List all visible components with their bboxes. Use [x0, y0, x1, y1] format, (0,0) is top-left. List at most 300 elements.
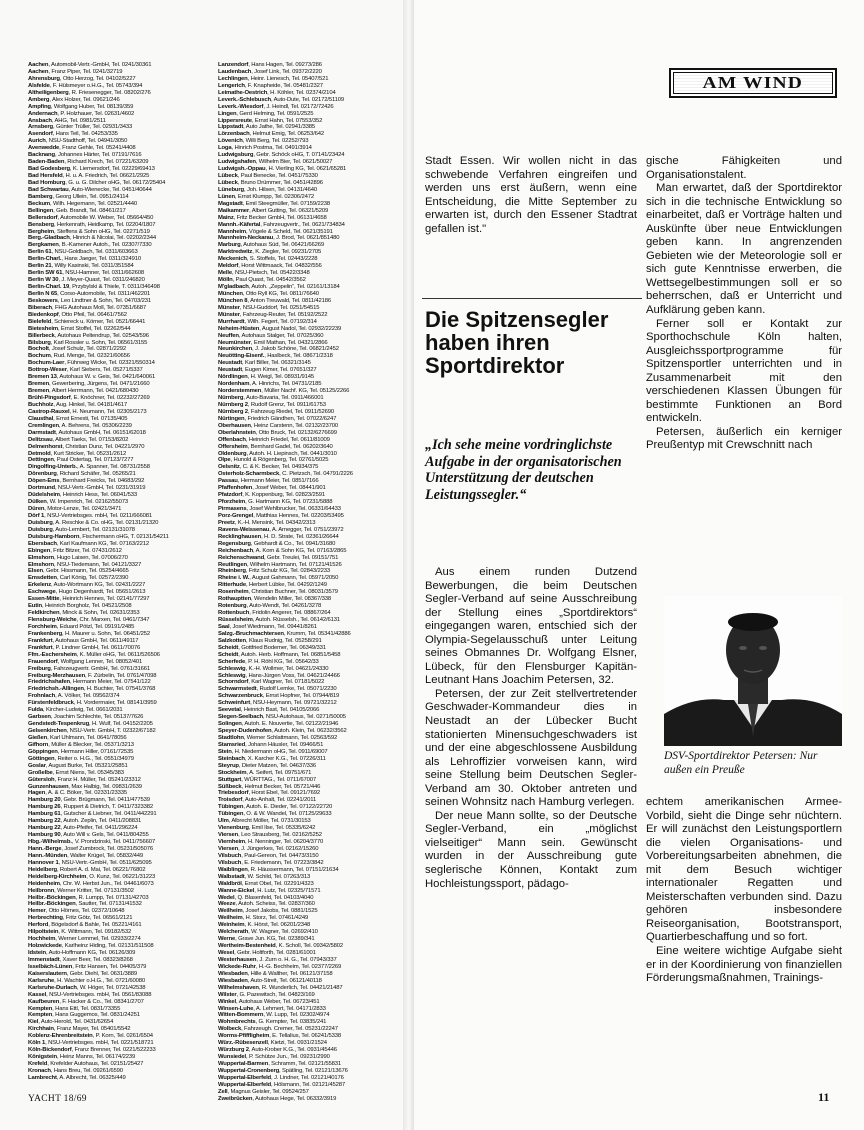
directory-entry: Reichenschwand, Gebr. Treulei, Tel. 09151/751	[218, 554, 339, 561]
directory-entry: Ritterhude, Herbert Lübke, Tel. 04292/1249	[218, 582, 327, 589]
directory-column-1	[28, 62, 218, 1082]
directory-entry: Neheim-Hüsten, August Nadol, Tel. 02932/22239	[218, 325, 342, 332]
directory-entry: Kirchhain, Franz Mayer, Tel. 05401/5542	[28, 1026, 131, 1033]
directory-entry: Dingolfing-Unterb., A. Spanner, Tel. 08731/2558	[28, 464, 150, 471]
magazine-footer: YACHT 18/69	[28, 1094, 87, 1104]
directory-entry: Ravens-Weissenau, A. Arnegger, Tel. 0751/23972	[218, 526, 344, 533]
directory-entry: Neumünster, Emil Mathan, Tel. 04321/2866	[218, 339, 328, 346]
directory-entry: Winsen-Luhe, A. Lehmert, Tel. 04171/2833	[218, 1005, 326, 1012]
directory-entry: Schleswig, Hans-Jürgen Voss, Tel. 04621/24466	[218, 672, 340, 679]
directory-entry: München 8, Anton Treuwald, Tel. 0811/42186	[218, 297, 332, 304]
directory-entry: Wesel, Gebr. Holtforth, Tel. 0281/61001	[218, 950, 316, 956]
directory-entry: Würz.-Rübesenzell, Kietzi, Tel. 0931/21524	[218, 1040, 327, 1047]
directory-entry: Friedrichsh.-Allingen, H. Buchter, Tel. 07541/3768	[28, 686, 156, 693]
directory-entry: Kronach, Hans Breu, Tel. 09261/6590	[28, 1067, 123, 1074]
directory-entry: Weinheim, K. Hörst, Tel. 06201/2348	[218, 922, 311, 929]
directory-entry: Lechlingen, Heinr. Lienesch, Tel. 05407/521	[218, 75, 329, 82]
directory-entry: Leverk.-Wiesdorf, J. Heindl, Tel. 02172/72426	[218, 103, 334, 110]
directory-entry: Berlin 21, Willy Kasinski, Tel. 0311/351584	[28, 263, 134, 270]
directory-entry: Königstein, Heinz Manns, Tel. 06174/2239	[28, 1054, 136, 1061]
directory-entry: Dortmund, NSU-Vertr.-GmbH, Tel. 0231/31919	[28, 485, 146, 492]
directory-entry: Herbrechting, Fritz Götz, Tel. 06561/2121	[28, 915, 133, 922]
directory-entry: Elmshorn, NSU-Tiedemann, Tel. 04121/3327	[28, 561, 142, 568]
directory-entry: Karlsruhe-Durlach, W. Höger, Tel. 0721/42538	[28, 984, 146, 991]
directory-entry: Hbg.-Wilhelmsb., V. Prondzinski, Tel. 0411/756607	[28, 839, 156, 845]
directory-entry: Düdelsheim, Heinrich Hess, Tel. 06041/533	[28, 492, 137, 499]
directory-entry: Lingen, Gerd Helming, Tel. 0591/2525	[218, 110, 314, 117]
directory-entry: Biedenkopf, Otto Pfeil, Tel. 06461/7562	[28, 311, 127, 318]
directory-entry: Billerbeck, Autohaus Peltendrup, Tel. 02543/596	[28, 332, 149, 339]
directory-entry: Göppingen, Hermann Hiller, 07161/72535	[28, 748, 134, 755]
directory-entry: Wiesbaden, Auto-Streit, Tel. 06121/40118	[218, 977, 322, 984]
article-column-b-top	[646, 155, 842, 453]
directory-entry: Fürstenfeldbruck, H. Vorderrnaier, Tel. 08141/3959	[28, 700, 157, 707]
directory-entry: Kaufbeuren, F. Hacker & Co., Tel. 08341/2707	[28, 998, 144, 1005]
directory-entry: Detmold, Kurt Stricker, Tel. 05231/2612	[28, 450, 127, 457]
directory-entry: Leverk.-Schlebusch, Auto-Dute, Tel. 02172/51109	[218, 96, 345, 103]
directory-entry: Rottenbuch, Fridolin Angerer, Tel. 08867/264	[218, 610, 331, 617]
directory-entry: Krefeld, Krefelder Autohaus, Tel. 02151/25427	[28, 1061, 144, 1067]
directory-entry: Wolbeck, Fahrzeugh. Cremer, Tel. 05231/22247	[218, 1026, 338, 1033]
directory-entry: Garbsen, Joachim Schlechte, Tel. 05137/7626	[28, 714, 144, 721]
directory-entry: Bergheim, Steffens & Sohn oHG, Tel. 02271/519	[28, 228, 150, 235]
paragraph: Petersen, äußerlich ein kerniger Preußentyp mit Crewschnitt nach	[646, 425, 842, 452]
directory-entry: Koblenz-Ehrenbreitstein, P. Korn, Tel. 0261/6504	[28, 1033, 153, 1040]
directory-entry: Bremen 13, Autohaus W. v. Geis, Tel. 0421/640061	[28, 374, 156, 381]
directory-entry: München, Otto Ryll KG, Tel. 0811/76640	[218, 290, 319, 297]
directory-entry: Viernheim, H. Nenninger, Tel. 06204/3770	[218, 839, 324, 845]
article-column-a	[425, 566, 637, 891]
directory-entry: Eschwege, Hugo Degenhardt, Tel. 05651/2613	[28, 589, 146, 596]
directory-entry: Heilbr.-Böckingen, R. Lumpp, Tel. 07131/42703	[28, 894, 149, 901]
directory-entry: Gütersloh, Franz H. Müller, Tel. 05241/23312	[28, 776, 141, 783]
directory-entry: Gifhorn, Müller & Blecker, Tel. 05371/3213	[28, 741, 134, 748]
directory-entry: Lübeck, Bruno Drümmer, Tel. 0451/42896	[218, 179, 323, 186]
directory-entry: Pfatzdorf, K. Koppenburg, Tel. 02823/2591	[218, 492, 326, 499]
intro-paragraph: Stadt Essen. Wir wollen nicht in das schwebende Verfahren eingreifen und werden uns erst äußern, wenn eine Entscheidung, die Mitte September zu erwarten ist, durch den Essener Stadtrat gefallen ist."	[425, 155, 637, 235]
directory-entry: Osterholz-Scharmbeck, C. Pietzsch, Tel. 04791/2226	[218, 471, 353, 478]
directory-entry: Emsdetten, Carl König, Tel. 02572/2390	[28, 575, 129, 582]
directory-entry: Meldorf, Horst Wittmaack, Tel. 04832/556	[218, 263, 322, 270]
directory-entry: Steinbach, X. Karcher K.G., Tel. 07226/311	[218, 755, 326, 762]
article-headline: Die Spitzensegler haben ihren Sportdirektor	[425, 307, 609, 378]
directory-entry: Hamburg 22, Autoh. Zeplin, Tel. 0411/208831	[28, 818, 142, 825]
directory-entry: Bochum, Rud. Menge, Tel. 02321/60656	[28, 353, 130, 360]
directory-entry: Bocholt, Josef Schulz, Tel. 02871/2292	[28, 346, 126, 353]
directory-entry: Arnsberg, Günter Trüller, Tel. 02931/3433	[28, 124, 133, 131]
directory-entry: Frankfurt, Autohaus GmbH, Tel. 0611/49117	[28, 637, 139, 644]
directory-entry: Schwarzenbruck, Ernst Hopfner, Tel. 07944/819	[218, 693, 340, 700]
directory-entry: Ulm, Albrecht Möller, Tel. 0731/30153	[218, 818, 311, 825]
directory-entry: Nordenham, A. Hinrichs, Tel. 04731/2185	[218, 381, 322, 388]
directory-entry: Essen-Mitte, Heinrich Hennes, Tel. 02141/77297	[28, 596, 150, 603]
directory-entry: Neustadt, Eugen Kimer, Tel. 07651/327	[218, 367, 317, 374]
directory-entry: Meckenich, S. Stoffels, Tel. 02443/2228	[218, 256, 318, 263]
directory-entry: Hamburg 22, Auto-Pfeifer, Tel. 0411/296224	[28, 825, 138, 832]
directory-entry: Duisburg, A. Reschke & Co. oHG, Tel. 02131/21320	[28, 519, 159, 526]
directory-entry: Hamburg 20, Gebr. Brügmann, Tel. 0411/477539	[28, 797, 150, 804]
directory-entry: Bielefeld, Schiereck u. Körner, Tel. 0521/66441	[28, 318, 146, 325]
directory-entry: Passau, Hermann Meier, Tel. 0851/7166	[218, 478, 319, 485]
directory-entry: Walbstadt, W. Schild, Tel. 07263/313	[218, 873, 311, 880]
directory-entry: Berlin N 65, Corso-Automobile, Tel. 0311/462201	[28, 290, 151, 297]
directory-entry: Dülken, W. Impenrich, Tel. 02162/55073	[28, 499, 128, 506]
page-number: 11	[818, 1090, 830, 1104]
directory-entry: Laudenbach, Josef Link, Tel. 09372/2220	[218, 68, 322, 75]
directory-entry: Schleswig, K.-H. Wollmer, Tel. 04621/24330	[218, 665, 329, 672]
directory-entry: Nürnberg 2, Fahrzeug Riedel, Tel. 0911/52690	[218, 408, 334, 415]
directory-entry: Ludwigsburg, Gebr. Schöck oHG, T. 07141/23424	[218, 152, 345, 159]
directory-entry: Nördlingen, H. Weigl, Tel. 08931/9145	[218, 374, 315, 381]
directory-entry: Rheinberg, Fritz Schulz KG, Tel. 02843/2233	[218, 568, 330, 575]
directory-entry: Neustadt, Karl Biller, Tel. 06321/3145	[218, 360, 311, 367]
directory-entry: Salzkotten, Klaus Rudnig, Tel. 05258/291	[218, 637, 322, 644]
directory-entry: Lörzenbach, Helmut Emig, Tel. 06253/642	[218, 131, 325, 138]
directory-entry: Holzwickede, Karlheinz Hiding, Tel. 02131/511508	[28, 943, 154, 950]
directory-entry: Süßbeck, Helmut Becker, Tel. 05721/446	[218, 783, 321, 790]
directory-entry: Zell, Magnus Geisler, Tel. 09524/257	[218, 1088, 309, 1095]
directory-entry: Elsen, Gebr. Hissmann, Tel. 05254/4665	[28, 568, 129, 575]
directory-entry: Zweibrücken, Autohaus Hege, Tel. 06332/3919	[218, 1095, 337, 1102]
directory-entry: Oldenburg, Autoh. H. Liepinsch, Tel. 0441/3010	[218, 450, 337, 457]
directory-entry: Karlsruhe, H. Wachter o.H.G., Tel. 0721/60080	[28, 977, 146, 984]
directory-entry: Bensberg, Herkenrath, Heidkamp, Tel. 02204/1807	[28, 221, 156, 228]
directory-entry: Stamsried, Johann Häusler, Tel. 09466/51	[218, 741, 324, 748]
directory-entry: Vienenburg, Emil Ilse, Tel. 05335/6242	[218, 825, 316, 832]
directory-entry: Avenwedde, Franz Gehle, Tel. 05241/4408	[28, 145, 136, 152]
directory-entry: Kaiserslautern, Gebr. Diehl, Tel. 0631/3889	[28, 970, 138, 977]
directory-entry: Bremen, Gewerbering, Jürgens, Tel. 0471/21660	[28, 381, 150, 388]
directory-entry: Beckum, Wilh. Hegemann, Tel. 02521/4440	[28, 200, 137, 207]
directory-entry: Bietesheim, Ernst Stoffel, Tel. 02262/544	[28, 325, 131, 332]
directory-entry: Gelsenkirchen, NSU-Vertr. GmbH, T. 02322/67182	[28, 728, 156, 734]
directory-entry: Pirmasens, Josef Wehlbrucker, Tel. 06331/64433	[218, 506, 341, 512]
directory-entry: Schwarmstedt, Rudolf Lemke, Tel. 05071/2230	[218, 686, 337, 693]
paragraph: Eine weitere wichtige Aufgabe sieht er in der Koordinierung von finanziellen Förderungsmaßnahmen, Trainings-	[646, 945, 842, 985]
directory-entry: Baden-Baden, Richard Krech, Tel. 07221/63209	[28, 159, 149, 166]
directory-entry: Köln-Bickendorf, Franz Brenner, Tel. 0221/522233	[28, 1047, 156, 1054]
directory-entry: Recklinghausen, H. D. Strate, Tel. 02361/26644	[218, 533, 339, 540]
directory-entry: Oberlahnstein, Otto Bruck, Tel. 02132/6276699	[218, 429, 337, 436]
directory-entry: Immenstadt, Xaver Beer, Tel. 08323/8268	[28, 956, 133, 963]
directory-entry: Lübeck, Paul Benecke, Tel. 0451/75330	[218, 173, 318, 179]
directory-entry: Schweinfurt, NSU-Heymann, Tel. 09721/32212	[218, 700, 337, 707]
directory-entry: Ffm.-Eschersheim, K. Müller oHG, Tel. 0611/526506	[28, 651, 160, 658]
directory-entry: Wunsiedel, P. Schütze Jun., Tel. 09231/2990	[218, 1054, 330, 1061]
directory-entry: Marburg, Autohaus Süd, Tel. 06421/66269	[218, 242, 325, 249]
directory-entry: Melle, NSU-Pietsch, Tel. 05422/3348	[218, 270, 310, 277]
paragraph: Ferner soll er Kontakt zur Sporthochschule Köln halten, Ausgleichssportprogramme für Spitzensportler unterrichten und in Zusammenarbeit mit den verschiedenen Klassen Übungen für bestimmte Funktionen an Bord entwickeln.	[646, 317, 842, 425]
directory-entry: Biberach, FHG Autohaus Moll, Tel. 07351/6687	[28, 304, 147, 311]
directory-entry: Tübingen, Autoh. E. Dieder, Tel. 07122/22720	[218, 804, 333, 811]
directory-entry: Ebingen, Fritz Bitzer, Tel. 07431/2612	[28, 547, 122, 554]
directory-entry: Olpe, Hunold & Rögenberg, Tel. 02761/5025	[218, 457, 329, 464]
directory-entry: Viersen, Leo Strausberg, Tel. 02162/5252	[218, 832, 322, 839]
directory-entry: Preetz, K.-H. Mensink, Tel. 04342/2313	[218, 519, 316, 526]
directory-entry: Castrop-Rauxel, H. Neumann, Tel. 02305/2173	[28, 408, 147, 415]
directory-entry: Waiblingen, R. Häussermann, Tel. 07151/21634	[218, 866, 339, 873]
directory-entry: Stockheim, A. Seifert, Tel. 09751/671	[218, 769, 312, 776]
directory-entry: Herford, Bögelsdorf & Bahle, Tel. 05221/4161	[28, 922, 142, 929]
directory-entry: Kempten, Hans Guggemos, Tel. 0831/24251	[28, 1012, 140, 1019]
directory-entry: Lippstadt, Auto Jathe, Tel. 02941/3385	[218, 124, 316, 131]
directory-entry: Hamburg 61, Gutscher & Liebner, Tel. 0411/442291	[28, 811, 157, 818]
directory-entry: Hann.-Berge, Josef Zumbrock, Tel. 05231/505076	[28, 845, 153, 852]
directory-entry: Mannh.-Käfertal, Fahrzeugvertr., Tel. 0621/734834	[218, 221, 345, 228]
directory-entry: Winkel, Autohaus Weber, Tel. 06723/451	[218, 998, 320, 1005]
directory-entry: Stadtlohn, Werner Schlattmann, Tel. 02563/592	[218, 734, 338, 741]
directory-entry: Vilsbuch, E. Friedemann, Tel. 07223/3842	[218, 859, 324, 866]
directory-entry: M'gladbach, Autoh. „Zeppelin“, Tel. 02161/13184	[218, 284, 340, 290]
directory-entry: Seevetal, Heinrich Bast, Tel. 04105/2066	[218, 707, 320, 714]
directory-entry: Wickede-Ruhr, H.-G. Bechheim, Tel. 02377/2269	[218, 963, 342, 970]
paragraph: gische Fähigkeiten und Organisationstalent.	[646, 155, 842, 181]
directory-entry: Hamburg 26, Ruppert & Dietrich, T. 0411/7323382	[28, 804, 154, 811]
directory-entry: Mölln, Paul Quast, Tel. 04542/3562	[218, 277, 306, 284]
directory-entry: Ahrensburg, Otto Herzog, Tel. 04102/5227	[28, 75, 136, 82]
directory-entry: Döpen-Ems, Bernhard Freicks, Tel. 04683/292	[28, 478, 145, 485]
logo-text: AM WIND	[702, 73, 804, 92]
directory-entry: Wuppertal-Barmen, Schramm, Tel. 02121/55831	[218, 1061, 341, 1067]
directory-entry: Backnang, Johannes Härter, Tel. 07191/7616	[28, 152, 142, 159]
directory-entry: Dettingen, Paul Ostertag, Tel. 07123/7277	[28, 457, 134, 464]
directory-entry: Oberhausen, Heinz Carstenn, Tel. 02132/23700	[218, 422, 339, 429]
directory-entry: Berlin-Charl. 19, Przybylski & Thiele, T. 0311/346498	[28, 284, 160, 290]
directory-entry: Weeze, Autoh. Scheiss, Tel. 02837/360	[218, 901, 315, 908]
directory-entry: Flensburg-Weiche, Chr. Marxen, Tel. 0461/7347	[28, 617, 150, 623]
directory-entry: Lünen, Ernst Klumpp, Tel. 02306/2472	[218, 193, 314, 200]
paragraph: Petersen, der zur Zeit stellvertretender Geschwader-Kommandeur dies in Neustadt an der Lübecker Bucht stationierten Minensuchgeschwaders ist und der eine abgeschlossene Ausbildung als Lehroffizier vorweisen kann, wird seine Stellung beim Deutschen Segler-Verband am 30. Oktober antreten und seinen Wohnsitz nach Hamburg verlegen.	[425, 687, 637, 809]
directory-entry: Münster, Fahrzeug-Reuter, Tel. 05192/2522	[218, 311, 328, 318]
directory-entry: Offersheim, Bernhard Gadel, Tel. 06202/3640	[218, 443, 333, 450]
directory-entry: Steyrup, Dieter Matzen, Tel. 04637/336	[218, 762, 316, 769]
article-lead: „Ich sehe meine vordringlichste Aufgabe in der organisatorischen Unterstützung der deutschen Leistungssegler.“	[425, 437, 622, 503]
directory-entry: Münster, NSU-Guddorf, Tel. 0251/54515	[218, 304, 320, 311]
directory-entry: Bilsburg, Karl Rossler u. Sohn, Tel. 06561/3155	[28, 339, 148, 346]
directory-entry: Eutin, Heinrich Borgholz, Tel. 04521/2508	[28, 603, 132, 610]
directory-entry: Wilster, G. Pazewitsch, Tel. 04823/169	[218, 991, 315, 998]
directory-entry: Cremlingen, A. Behrens, Tel. 05306/2239	[28, 422, 132, 429]
directory-entry: Scheidt, Autoh. Herb. Hoffmann, Tel. 06851/5458	[218, 651, 341, 658]
directory-entry: Bamberg, Georg Ullein, Tel. 0951/24114	[28, 193, 129, 200]
directory-entry: Heidelberg, Robert A. d. Mai, Tel. 06221/76802	[28, 866, 146, 873]
directory-entry: Lambrecht, A. Albrecht, Tel. 06325/449	[28, 1074, 126, 1081]
directory-entry: Pforzheim, G. Hartmann KG, Tel. 07231/5888	[218, 499, 333, 506]
directory-entry: Köln 1, NSU-Vertriebsges. mbH, Tel. 0221/518721	[28, 1040, 154, 1047]
directory-entry: Kempten, Hans Ettl, Tel. 0831/73355	[28, 1005, 121, 1012]
intro-text	[425, 155, 637, 236]
directory-entry: Wohmbrechts, G. Kempter, Tel. 03835/241	[218, 1019, 327, 1026]
directory-entry: Heidenheim, Chr. W. Herbst Jun., Tel. 04461/6073	[28, 880, 154, 887]
directory-entry: Asendorf, Hans Teil, Tel. 04253/335	[28, 131, 118, 138]
directory-entry: Duisburg-Hamborn, Fischermann oHG, T. 02131/54211	[28, 533, 169, 540]
directory-entry: Stein, H. Niedermann oHG, Tel. 0911/69007	[218, 748, 328, 755]
directory-entry: Delitzsau, Albert Taeks, Tel. 07153/8202	[28, 436, 129, 443]
directory-entry: Aurich, NSU-Stadthoff, Tel. 04941/3050	[28, 138, 128, 145]
directory-entry: Neunkirchen, J. Jakob Schöne, Tel. 06821/2452	[218, 346, 339, 353]
directory-entry: Altheiligenberg, R. Friesenegger, Tel. 08202/276	[28, 89, 151, 96]
directory-entry: Mannheim-Neckarau, J. Brod, Tel. 0621/851480	[218, 235, 340, 242]
directory-entry: Clausthal, Ernst Ernesti, Tel. 07135/405	[28, 415, 128, 422]
directory-entry: Bellersdorf, Automobile W. Weber, Tel. 05664/450	[28, 214, 154, 221]
directory-entry: Solingen, Autoh. E. Nouvertie, Tel. 02122/21946	[218, 721, 339, 728]
directory-entry: Amberg, Alex Holzer, Tel. 09621/246	[28, 96, 120, 103]
directory-entry: Nürnberg 2, Rudolf Grenz, Tel. 0911/61753	[218, 401, 326, 408]
portrait-image	[664, 596, 842, 746]
directory-entry: Bochum-Laer, Führweg Wicke, Tel. 02321/550314	[28, 360, 155, 367]
directory-entry: Hannover 1, NSU-Vertr.-GmbH, Tel. 0511/625095	[28, 859, 152, 866]
directory-entry: Westerhausen, J. Zurn o. H. G., Tel. 07943/337	[218, 956, 337, 963]
directory-entry: Werne, Grave Jun. KG, Tel. 02389/341	[218, 936, 315, 943]
directory-entry: Hagen, A. & C. Böker, Tel. 02331/23335	[28, 790, 127, 797]
directory-entry: Bottrop-Weser, Karl Siebers, Tel. 05271/5337	[28, 367, 143, 374]
directory-entry: Berlin 61, NSU-Goldbach, Tel. 0311/603663	[28, 249, 138, 256]
directory-column-2	[218, 62, 400, 1103]
dealer-directory-page	[0, 0, 406, 1130]
directory-entry: Oelsnitz, C. & K. Becker, Tel. 04934/375	[218, 464, 319, 471]
directory-entry: Frankfurt, P. Lindner GmbH, Tel. 0611/70076	[28, 644, 141, 651]
article-column-b-bottom	[646, 796, 842, 986]
directory-entry: Idstein, Auto-Hoffmann KG, Tel. 06126/309	[28, 950, 136, 956]
directory-entry: Neuffen, Autohaus Stalger, Tel. 07025/360	[218, 332, 324, 339]
directory-entry: Heilbronn, Werner Kritter, Tel. 07131/3502	[28, 887, 134, 894]
column-logo	[669, 68, 837, 98]
directory-entry: Offenbach, Heinrich Friedel, Tel. 0611/81009	[218, 436, 330, 443]
directory-entry: Alsfelde, F. Hülsmeyer o.H.G., Tel. 05743/394	[28, 82, 143, 89]
directory-entry: Andernach, P. Holzhauer, Tel. 02631/4602	[28, 110, 135, 117]
directory-entry: Murrhardt, Wilh. Fegert, Tel. 07192/314	[218, 318, 317, 325]
directory-entry: Gendstedt-Tespenkrug, H. Wulf, Tel. 04152/2205	[28, 721, 153, 728]
directory-entry: Hamburg 90, Auto Will v. Gels, Tel. 0411/804255	[28, 832, 149, 839]
directory-entry: Reutlingen, Wilhelm Hartmann, Tel. 07121/41526	[218, 561, 342, 568]
directory-entry: Scheidt, Gottfried Bodemer, Tel. 06349/331	[218, 644, 326, 651]
directory-entry: Wanne-Eickel, H. Lutz, Tel. 02325/71571	[218, 887, 321, 894]
directory-entry: Frohnlach, A. Völker, Tel. 09562/374	[28, 693, 120, 700]
directory-entry: Hemer, Otto Hörnes, Tel. 02372/10648	[28, 908, 125, 915]
directory-entry: Ludwigshafen, Wilhelm Bier, Tel. 0621/50027	[218, 159, 333, 166]
directory-entry: Bad Godesberg, K. Liemersdorf, Tel. 02229/69413	[28, 166, 155, 173]
directory-entry: Siegen-Seelbach, NSU-Autohaus, Tel. 0271/50005	[218, 714, 346, 721]
directory-entry: Mannheim, Vögele & Scheld, Tel. 0621/35191	[218, 228, 333, 235]
directory-entry: Fulda, Kircher-Ludwig, Tel. 0661/2031	[28, 707, 123, 714]
directory-entry: Rothauptten, Wendelin Miller, Tel. 08367/338	[218, 596, 332, 603]
directory-entry: Rheine i. W., August Gahmann, Tel. 05971/2050	[218, 575, 339, 582]
paragraph: Aus einem runden Dutzend Bewerbungen, die beim Deutschen Segler-Verband auf seine Ausschreibung der Stellung eines „Sportdirektors“ eingegangen waren, entschied sich der Olympia-Segelausschuß unter Leitung seines Obmannes Dr. Wolfgang Elsner, Lübeck, für den Flensburger Kapitän-Leutnant Hans Joachim Petersen, 32.	[425, 566, 637, 687]
directory-entry: Buchholz, Aug. Hinkel, Tel. 04181/4617	[28, 401, 127, 408]
directory-entry: Kiel, Auto-Herold, Tel. 0431/62654	[28, 1019, 114, 1026]
directory-entry: Schorndorf, Karl Wagner, Tel. 07181/5022	[218, 679, 325, 686]
directory-entry: Triebesdorf, Horst Ebel, Tel. 09121/7692	[218, 790, 320, 797]
directory-entry: Lüneburg, Joh. Hilsen, Tel. 04131/4640	[218, 186, 317, 193]
directory-entry: Berlin W 30, J. Meyer-Quast, Tel. 0311/246820	[28, 277, 145, 284]
directory-entry: Bellingen, Geb. Brandt, Tel. 08461/217	[28, 207, 126, 214]
directory-entry: Ampfing, Wolfgang Huber, Tel. 08139/359	[28, 103, 134, 110]
directory-entry: Neuötting-Eisenf., Haslbeck, Tel. 08671/2318	[218, 353, 333, 360]
directory-entry: Freiburg-Merzhausen, F. Zürbelin, Tel. 0761/47098	[28, 672, 157, 679]
directory-entry: Witten-Bommern, W. Lupp, Tel. 02302/4974	[218, 1012, 330, 1019]
directory-entry: Salzg.-Bruchmachtersen, Krumm, Tel. 05341/42886	[218, 630, 351, 637]
directory-entry: Gunzenhausen, Max Halbig, Tel. 09831/2639	[28, 783, 142, 790]
directory-entry: Scherfede, P. H. Röhl KG, Tel. 05642/33	[218, 658, 319, 665]
directory-entry: Troisdorf, Auto-Anhalt, Tel. 02241/2011	[218, 797, 317, 804]
directory-entry: Ebersbach, Karl Kaufmann KG, Tel. 07163/2212	[28, 540, 150, 547]
directory-entry: Isselbäch-Lünen, Fritz Hansen, Tel. 04405/379	[28, 963, 147, 970]
directory-entry: Wedel, Q. Blasenfeld, Tel. 04103/4040	[218, 894, 314, 901]
directory-entry: Norderstemmen, Müller Nachf. KG, Tel. 05125/2266	[218, 388, 350, 395]
directory-entry: Rotenburg, Auto-Wendt, Tel. 04261/3278	[218, 603, 322, 610]
directory-entry: Goslar, August Burke, Tel. 05321/25851	[28, 762, 128, 769]
directory-entry: Gießen, Karl Uhlmann, Tel. 0641/78056	[28, 734, 127, 741]
directory-entry: Delmenhorst, Christian Dunz, Tel. 04221/2970	[28, 443, 145, 450]
directory-entry: Lengerich, F. Knapheide, Tel. 05481/2327	[218, 82, 323, 89]
directory-entry: Wilhelmshaven, R. Wunderlich, Tel. 04421/21487	[218, 984, 343, 991]
directory-entry: Reichenbach, A. Korn & Sohn KG, Tel. 07163/2865	[218, 547, 347, 554]
directory-entry: Worms-Pfiffligheim, E. Tellalius, Tel. 06241/5338	[218, 1033, 341, 1040]
directory-entry: Heilbr.-Böckingen, Sautter, Tel. 07131/41532	[28, 901, 142, 908]
directory-entry: Lövenich, Willi Berg, Tel. 02252/793	[218, 138, 309, 145]
directory-entry: Viersen, J. Jüngerkes, Tel. 02162/15260	[218, 845, 319, 852]
directory-entry: Beskowers, Leo Lindtner & Sohn, Tel. 04703/231	[28, 297, 152, 304]
directory-entry: Wiesbaden, Hille & Walther, Tel. 06121/37158	[218, 970, 333, 977]
directory-entry: Frankenberg, H. Maurer u. Sohn, Tel. 06451/252	[28, 630, 150, 637]
directory-entry: Darmstadt, Autohaus GmbH, Tel. 06151/62018	[28, 429, 146, 436]
directory-entry: Bremen, Albert Herrmann, Tel. 0421/680430	[28, 388, 139, 395]
directory-entry: Mainz, Fritz Becker GmbH, Tel. 06131/4658	[218, 214, 327, 221]
directory-entry: Waldbröl, Ernst Obel, Tel. 02291/4323	[218, 880, 314, 887]
directory-entry: Kassel, NSU-Vertriebsges. mbH, Tel. 0561/83088	[28, 991, 152, 998]
paragraph: Der neue Mann sollte, so der Deutsche Segler-Verband, ein „möglichst vielseitiger“ Mann sein. Gewünscht wurden in der Ausschreibung gute seglerische Können, Kontakt zum Hochleistungssport, pädago-	[425, 809, 637, 890]
headline-top-rule	[422, 298, 642, 299]
directory-entry: Hann.-Münden, Walter Krügel, Tel. 05832/449	[28, 852, 144, 859]
directory-entry: Erkelenz, Auto-Wortmann KG, Tel. 02431/2227	[28, 582, 146, 589]
directory-entry: Weilheim, Josef Jakobs, Tel. 0881/1525	[218, 908, 318, 915]
directory-entry: Nürtingen, Friedrich Gändhen, Tel. 07022/6247	[218, 415, 337, 422]
directory-entry: Regensburg, Gebhardt & Co., Tel. 0941/31680	[218, 540, 336, 547]
logo-banner	[673, 72, 833, 94]
directory-entry: Dörenburg, Richard Schäfer, Tel. 05265/21	[28, 471, 136, 478]
directory-entry: Frauendorf, Wolfgang Lenner, Tel. 08052/401	[28, 658, 143, 665]
directory-entry: Rüsselsheim, Autoh. Rüsselsh., Tel. 06142/6131	[218, 617, 341, 623]
directory-entry: Großelbe, Ernst Niens, Tel. 05345/383	[28, 769, 124, 776]
directory-entry: Pfaffenhofen, Josef Weber, Tel. 08441/901	[218, 485, 326, 492]
paragraph: Man erwartet, daß der Sportdirektor sich in die technische Entwicklung so einarbeitet, daß er Vorträge halten und Auskünfte über neue Entwicklungen geben kann. In angrenzenden Gebieten wie der Meteorologie soll er sich gute Kenntnisse erwerben, die Wettsegelbestimmungen soll er so beherrschen, daß er Unterricht und Aufklärung geben kann.	[646, 182, 842, 317]
directory-entry: Welcherath, W. Wagner, Tel. 02692/410	[218, 929, 318, 936]
directory-entry: Aachen, Franz Piper, Tel. 0241/32719	[28, 68, 123, 75]
directory-entry: Brühl-Pingsdorf, E. Knöchner, Tel. 02232/27269	[28, 395, 150, 401]
directory-entry: Vilsbuch, Paul-Gereon, Tel. 04473/3150	[218, 852, 319, 859]
directory-entry: Wuppertal-Cronenberg, Spätling, Tel. 02121/13676	[218, 1067, 348, 1074]
directory-entry: Porz-Grengel, Matthias Hennes, Tel. 02203/53495	[218, 512, 344, 519]
directory-entry: Marktredwitz, K. Ziegler, Tel. 09231/2705	[218, 249, 322, 256]
directory-entry: Wuppertal-Elberfeld, Hölsmann, Tel. 02121/45287	[218, 1081, 345, 1088]
photo-caption: DSV-Sportdirektor Petersen: Nur außen ein Preuße	[664, 750, 818, 776]
directory-entry: Düren, Motor-Lenze, Tel. 02421/3471	[28, 506, 122, 512]
paragraph: echtem amerikanischen Armee-Vorbild, sieht die Dinge sehr nüchtern. Er will zunächst den Leistungsportlern die vielen Organisations- und Vorbereitungsarbeiten abnehmen, die mit dem Besuch wichtiger internationaler Regatten und Meisterschaften verbunden sind. Dazu gehören insbesondere Reiseorganisation, Bootstransport, Quartierbeschaffung und so fort.	[646, 796, 842, 944]
directory-entry: Friedrichshafen, Hermann Meier, Tel. 07541/122	[28, 679, 151, 686]
directory-entry: Wuppertal-Elberfeld, J. Lindner, Tel. 02121/40176	[218, 1074, 344, 1081]
directory-entry: Feldkirchen, Minck & Sohn, Tel. 02631/2353	[28, 610, 140, 617]
directory-entry: Würzburg 2, Auto-Krober K.G., Tel. 0931/45446	[218, 1047, 337, 1054]
directory-entry: Rosenheim, Christian Buchner, Tel. 08031/3579	[218, 589, 338, 596]
directory-entry: Bergkamen, B.-Kamener Autoh., Tel. 02307/7330	[28, 242, 152, 249]
directory-entry: Bad Hersfeld, H. u. A. Friedrich, Tel. 06621/2925	[28, 173, 150, 179]
directory-entry: Berlin-Charl., Hans Jaeger, Tel. 0311/324910	[28, 256, 142, 263]
directory-entry: Stuttgart, WÜRTTAG., Tel. 0711/67007	[218, 776, 316, 783]
directory-entry: Bad Homburg, G. u. G. Dilcher oHG, Tel. 06172/25404	[28, 179, 166, 186]
directory-entry: Berg.-Gladbach, Hinrich & Nicolai, Tel. 02202/2344	[28, 235, 156, 242]
directory-entry: Duisburg, Auto-Lembert, Tel. 02131/31078	[28, 526, 135, 533]
portrait-photo	[664, 596, 842, 746]
